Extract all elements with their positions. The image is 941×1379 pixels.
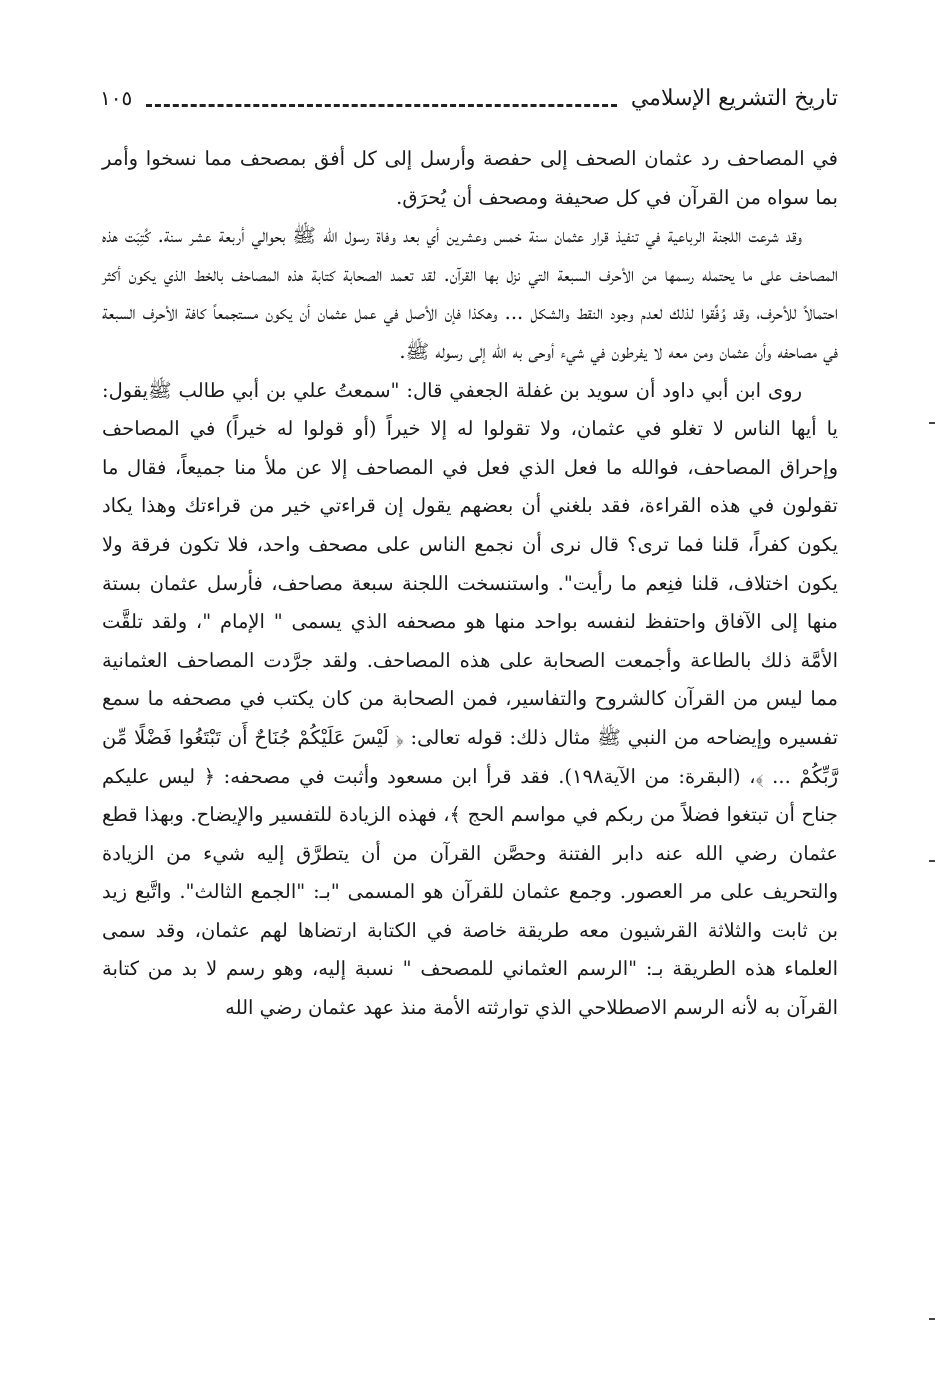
- header-dotted-leader: [146, 102, 617, 107]
- scan-margin-mark: [929, 1318, 935, 1320]
- page-number: ١٠٥: [100, 86, 133, 110]
- paragraph-1: في المصاحف رد عثمان الصحف إلى حفصة وأرسل إلى كل أفق بمصحف مما نسخوا وأمر بما سواه من القرآن في كل صحيفة ومصحف أن يُحرَق.: [102, 147, 838, 209]
- running-header: [100, 78, 838, 118]
- paragraph-2: وقد شرعت اللجنة الرباعية في تنفيذ قرار عثمان سنة خمس وعشرين أي بعد وفاة رسول الله ﷺ بحوالي أربعة عشر سنة. كُتِبَت هذه المصاحف على ما يحتمله رسمها من الأحرف السبعة التي نزل بها القرآن. لقد تعمد الصحابة كتابة هذه المصاحف بالخط الذي يكون أكثر احتمالاً للأحرف، وقد وُفِّقوا لذلك لعدم وجود النقط والشكل ... وهكذا فإن الأصل في عمل عثمان أن يكون مستجمعاً كافة الأحرف السبعة في مصاحفه وأن عثمان ومن معه لا يفرطون في شيء أوحى به الله إلى رسوله ﷺ.: [102, 224, 838, 363]
- scan-margin-mark: [929, 860, 935, 862]
- page-body: [102, 140, 838, 1028]
- scan-margin-mark: [929, 422, 935, 424]
- paragraph-3: روى ابن أبي داود أن سويد بن غفلة الجعفي قال: "سمعتُ علي بن أبي طالب ﷺيقول: يا أيها الناس لا تغلو في عثمان، ولا تقولوا له إلا خيراً (أو قولوا له خيراً) في المصاحف وإحراق المصاحف، فوالله ما فعل الذي فعل في المصاحف إلا عن ملأ منا جميعاً، فقال ما تقولون في هذه القراءة، فقد بلغني أن بعضهم يقول إن قراءتي خير من قراءتك وهذا يكاد يكون كفراً، قلنا فما ترى؟ قال نرى أن نجمع الناس على مصحف واحد، فلا تكون فرقة ولا يكون اختلاف، قلنا فنِعم ما رأيت". واستنسخت اللجنة سبعة مصاحف، فأرسل عثمان بستة منها إلى الآفاق واحتفظ لنفسه بواحد منها هو مصحفه الذي يسمى " الإمام "، ولقد تلقَّت الأمَّة ذلك بالطاعة وأجمعت الصحابة على هذه المصاحف. ولقد جرَّدت المصاحف العثمانية مما ليس من القرآن كالشروح والتفاسير، فمن الصحابة من كان يكتب في مصحفه ما سمع تفسيره وإيضاحه من النبي ﷺ مثال ذلك: قوله تعالى: ﴿ لَيْسَ عَلَيْكُمْ جُنَاحٌ أَن تَبْتَغُوا فَضْلًا مِّن رَّبِّكُمْ ... ﴾، (البقرة: من الآية١٩٨). فقد قرأ ابن مسعود وأثبت في مصحفه: ﴿ ليس عليكم جناح أن تبتغوا فضلاً من ربكم في مواسم الحج ﴾، فهذه الزيادة للتفسير والإيضاح. وبهذا قطع عثمان رضي الله عنه دابر الفتنة وحصَّن القرآن من أن يتطرَّق إليه شيء من الزيادة والتحريف على مر العصور. وجمع عثمان للقرآن هو المسمى "بـ: "الجمع الثالث". واتَّبع زيد بن ثابت والثلاثة القرشيون معه طريقة خاصة في الكتابة ارتضاها لهم عثمان، وقد سمى العلماء هذه الطريقة بـ: "الرسم العثماني للمصحف " نسبة إليه، وهو رسم لا بد من كتابة القرآن به لأنه الرسم الاصطلاحي الذي توارثته الأمة منذ عهد عثمان رضي الله: [102, 378, 838, 1020]
- book-title: تاريخ التشريع الإسلامي: [630, 85, 838, 111]
